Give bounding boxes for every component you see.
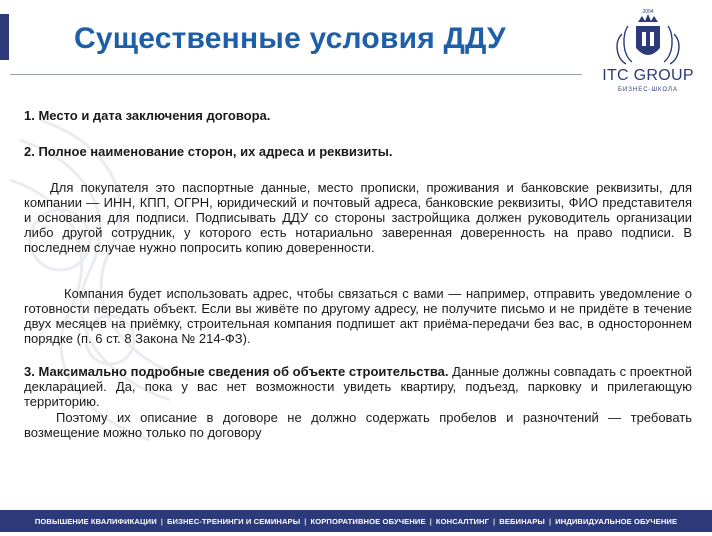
slide-title: Существенные условия ДДУ (74, 22, 506, 55)
paragraph-description: Поэтому их описание в договоре не должно содержать пробелов и разночтений — требовать возмещение можно только по договору (24, 410, 692, 440)
footer-item-webinars: ВЕБИНАРЫ (499, 516, 545, 526)
paragraph-object-heading: 3. Максимально подробные сведения об объекте строительства. (24, 364, 449, 379)
heading-parties: 2. Полное наименование сторон, их адреса и реквизиты. (24, 144, 393, 159)
footer-separator: | (160, 516, 163, 526)
footer-separator: | (493, 516, 496, 526)
footer-item-consulting: КОНСАЛТИНГ (435, 516, 489, 526)
paragraph-address: Компания будет использовать адрес, чтобы связаться с вами — например, отправить уведомление о готовности передать объект. Если вы живёте по другому адресу, не получите письмо и не придёте в течение двух месяцев на приёмку, строительная компания подпишет акт приёма-передачи без вас, в одностороннем порядке (п. 6 ст. 8 Закона № 214-ФЗ). (24, 286, 692, 346)
title-accent-bar (0, 14, 9, 60)
heading-place-date: 1. Место и дата заключения договора. (24, 108, 271, 123)
paragraph-requisites: Для покупателя это паспортные данные, место прописки, проживания и банковские реквизиты, для компании — ИНН, КПП, ОГРН, юридический и почтовый адреса, банковские реквизиты, ФИО представителя и основания для подписи. Подписывать ДДУ со стороны застройщика должен руководитель организации либо другой сотрудник, у которого есть нотариально заверенная доверенность на право подписи. В последнем случае нужно попросить копию доверенности. (24, 180, 692, 255)
footer-item-corporate: КОРПОРАТИВНОЕ ОБУЧЕНИЕ (310, 516, 426, 526)
footer-item-qualification: ПОВЫШЕНИЕ КВАЛИФИКАЦИИ (34, 516, 157, 526)
logo-name: ITC GROUP (602, 67, 694, 84)
footer-separator: | (548, 516, 552, 526)
footer-bar (0, 510, 712, 532)
logo-subtitle: БИЗНЕС-ШКОЛА (617, 87, 678, 93)
itc-group-logo-icon (592, 4, 704, 100)
title-divider (10, 74, 582, 75)
footer-item-individual: ИНДИВИДУАЛЬНОЕ ОБУЧЕНИЕ (555, 516, 678, 526)
footer-item-trainings: БИЗНЕС-ТРЕНИНГИ И СЕМИНАРЫ (166, 516, 301, 526)
footer-separator: | (429, 516, 432, 526)
paragraph-object-text: Данные должны совпадать с проектной декларацией. Да, пока у вас нет возможности увидеть квартиру, подъезд, парковку и прилегающую территорию. (24, 364, 692, 409)
logo-year: 2004 (642, 9, 654, 15)
footer-separator: | (304, 516, 307, 526)
paragraph-object (24, 364, 692, 409)
